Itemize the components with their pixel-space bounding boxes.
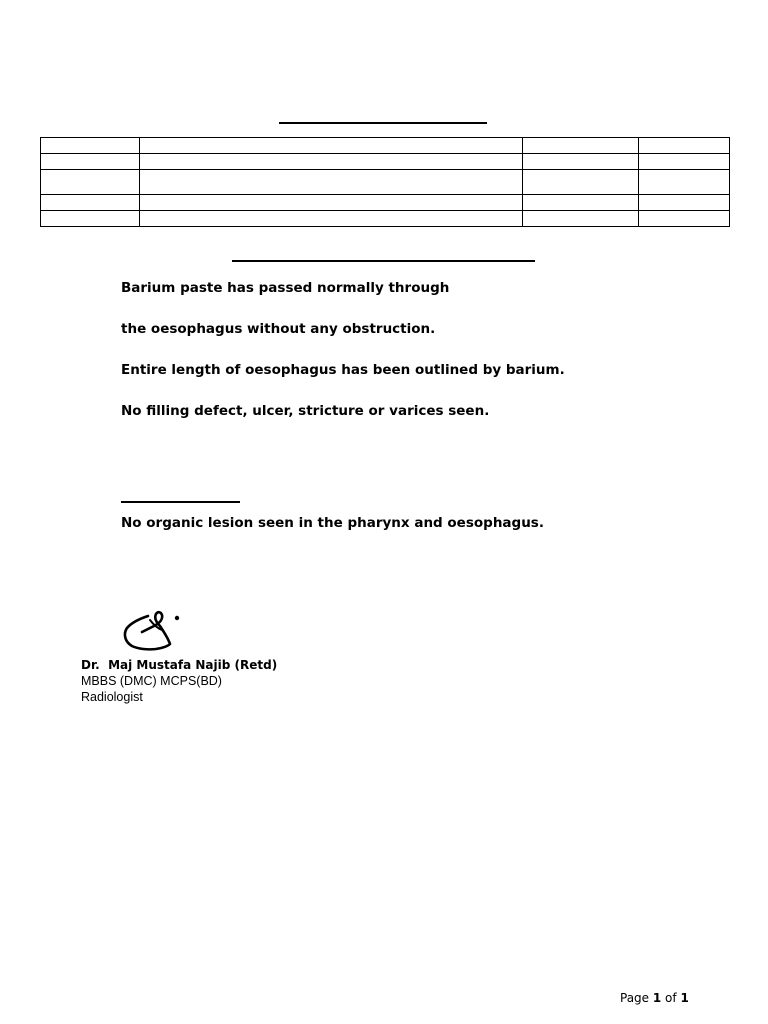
report-heading-underline <box>232 260 535 262</box>
doctor-signature-block <box>81 657 277 705</box>
table-cell <box>639 154 730 170</box>
table-row <box>41 211 730 227</box>
table-cell <box>41 211 140 227</box>
page-current: 1 <box>652 991 662 1005</box>
finding-line: Entire length of oesophagus has been outlined by barium. <box>121 362 565 378</box>
patient-info-table <box>40 137 730 227</box>
table-cell <box>140 195 523 211</box>
table-row <box>41 170 730 195</box>
table-cell <box>639 170 730 195</box>
impression-text: No organic lesion seen in the pharynx and oesophagus. <box>121 515 544 531</box>
table-row <box>41 154 730 170</box>
table-cell <box>140 138 523 154</box>
table-cell <box>639 195 730 211</box>
doctor-name: Dr. Maj Mustafa Najib (Retd) <box>81 658 278 672</box>
findings-section <box>121 279 681 443</box>
report-title-underline <box>279 122 487 124</box>
page-number <box>620 990 689 1006</box>
table-cell <box>41 138 140 154</box>
table-cell <box>41 170 140 195</box>
doctor-qualifications: MBBS (DMC) MCPS(BD) <box>81 674 222 688</box>
table-cell <box>523 138 639 154</box>
page-of: of <box>661 991 681 1005</box>
table-cell <box>523 170 639 195</box>
table-cell <box>639 211 730 227</box>
finding-line: the oesophagus without any obstruction. <box>121 321 436 337</box>
table-cell <box>523 211 639 227</box>
table-cell <box>140 211 523 227</box>
table-row <box>41 195 730 211</box>
finding-line: No filling defect, ulcer, stricture or varices seen. <box>121 403 490 419</box>
impression-heading-underline <box>121 501 240 503</box>
page-prefix: Page <box>620 991 653 1005</box>
finding-line: Barium paste has passed normally through <box>121 280 450 296</box>
table-cell <box>41 195 140 211</box>
page-total: 1 <box>680 991 689 1005</box>
table-cell <box>140 154 523 170</box>
signature-image <box>120 608 186 656</box>
table-cell <box>41 154 140 170</box>
table-row <box>41 138 730 154</box>
table-cell <box>140 170 523 195</box>
table-cell <box>523 195 639 211</box>
table-cell <box>523 154 639 170</box>
doctor-title: Radiologist <box>81 690 143 704</box>
table-cell <box>639 138 730 154</box>
